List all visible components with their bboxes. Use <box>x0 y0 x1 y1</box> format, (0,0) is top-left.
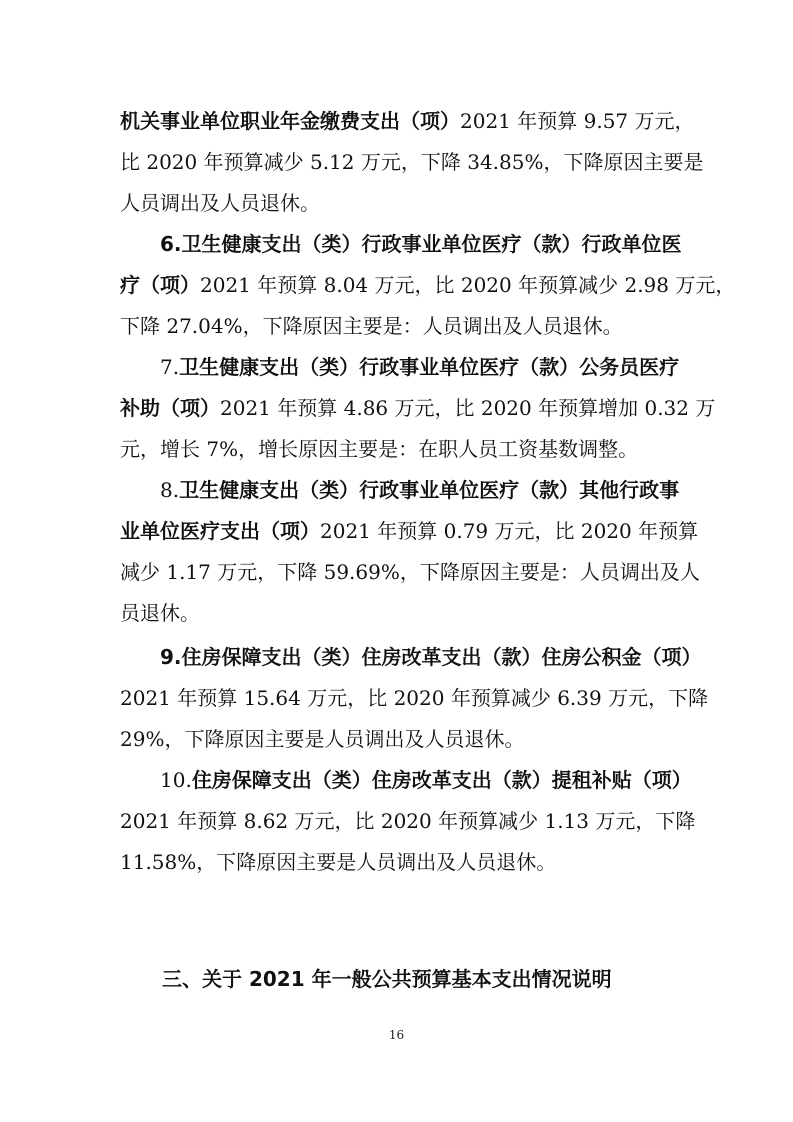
bold-heading-text: 机关事业单位职业年金缴费支出（项） <box>120 109 460 133</box>
paragraph-line <box>120 107 695 135</box>
item-number: 8. <box>160 478 180 502</box>
paragraph-line <box>120 189 680 217</box>
body-text: 11.58%，下降原因主要是人员调出及人员退休。 <box>120 850 557 874</box>
paragraph-line <box>120 517 699 545</box>
paragraph-line <box>160 643 702 671</box>
paragraph-line <box>160 353 680 381</box>
paragraph-line <box>120 271 736 299</box>
body-text: 2021 年预算 9.57 万元， <box>460 109 695 133</box>
body-text: 元，增长 7%，增长原因主要是：在职人员工资基数调整。 <box>120 437 639 461</box>
paragraph-line <box>120 807 696 835</box>
body-text: 2021 年预算 15.64 万元，比 2020 年预算减少 6.39 万元，下降 <box>120 686 709 710</box>
section-heading: 三、关于 2021 年一般公共预算基本支出情况说明 <box>162 967 612 991</box>
paragraph-line <box>120 312 680 340</box>
body-text: 人员调出及人员退休。 <box>120 191 320 215</box>
paragraph-line <box>160 476 680 504</box>
body-text: 2021 年预算 8.62 万元，比 2020 年预算减少 1.13 万元，下降 <box>120 809 696 833</box>
item-number: 7. <box>160 355 180 379</box>
body-text: 员退休。 <box>120 601 200 625</box>
paragraph-line <box>120 394 716 422</box>
paragraph-line <box>120 848 680 876</box>
body-text: 2021 年预算 0.79 万元，比 2020 年预算 <box>320 519 699 543</box>
paragraph-line <box>160 230 680 258</box>
page-number: 16 <box>388 1028 405 1042</box>
bold-heading-text: 6.卫生健康支出（类）行政事业单位医疗（款）行政单位医 <box>160 232 682 256</box>
paragraph-line <box>120 599 680 627</box>
paragraph-line <box>120 148 704 176</box>
body-text: 2021 年预算 8.04 万元，比 2020 年预算减少 2.98 万元， <box>200 273 736 297</box>
body-text: 2021 年预算 4.86 万元，比 2020 年预算增加 0.32 万 <box>220 396 716 420</box>
body-text: 29%，下降原因主要是人员调出及人员退休。 <box>120 727 525 751</box>
body-text: 下降 27.04%，下降原因主要是：人员调出及人员退休。 <box>120 314 623 338</box>
bold-heading-text: 卫生健康支出（类）行政事业单位医疗（款）公务员医疗 <box>179 355 680 379</box>
body-text: 比 2020 年预算减少 5.12 万元，下降 34.85%，下降原因主要是 <box>120 150 704 174</box>
item-number: 10. <box>160 768 192 792</box>
body-text: 减少 1.17 万元，下降 59.69%，下降原因主要是：人员调出及人 <box>120 560 700 584</box>
bold-heading-text: 业单位医疗支出（项） <box>120 519 320 543</box>
bold-heading-text: 疗（项） <box>120 273 200 297</box>
paragraph-line <box>120 558 700 586</box>
bold-heading-text: 补助（项） <box>120 396 220 420</box>
paragraph-line <box>160 766 692 794</box>
paragraph-line <box>120 725 680 753</box>
paragraph-line <box>120 684 709 712</box>
paragraph-line <box>120 435 680 463</box>
bold-heading-text: 9.住房保障支出（类）住房改革支出（款）住房公积金（项） <box>160 645 702 669</box>
bold-heading-text: 卫生健康支出（类）行政事业单位医疗（款）其他行政事 <box>179 478 680 502</box>
bold-heading-text: 住房保障支出（类）住房改革支出（款）提租补贴（项） <box>191 768 692 792</box>
